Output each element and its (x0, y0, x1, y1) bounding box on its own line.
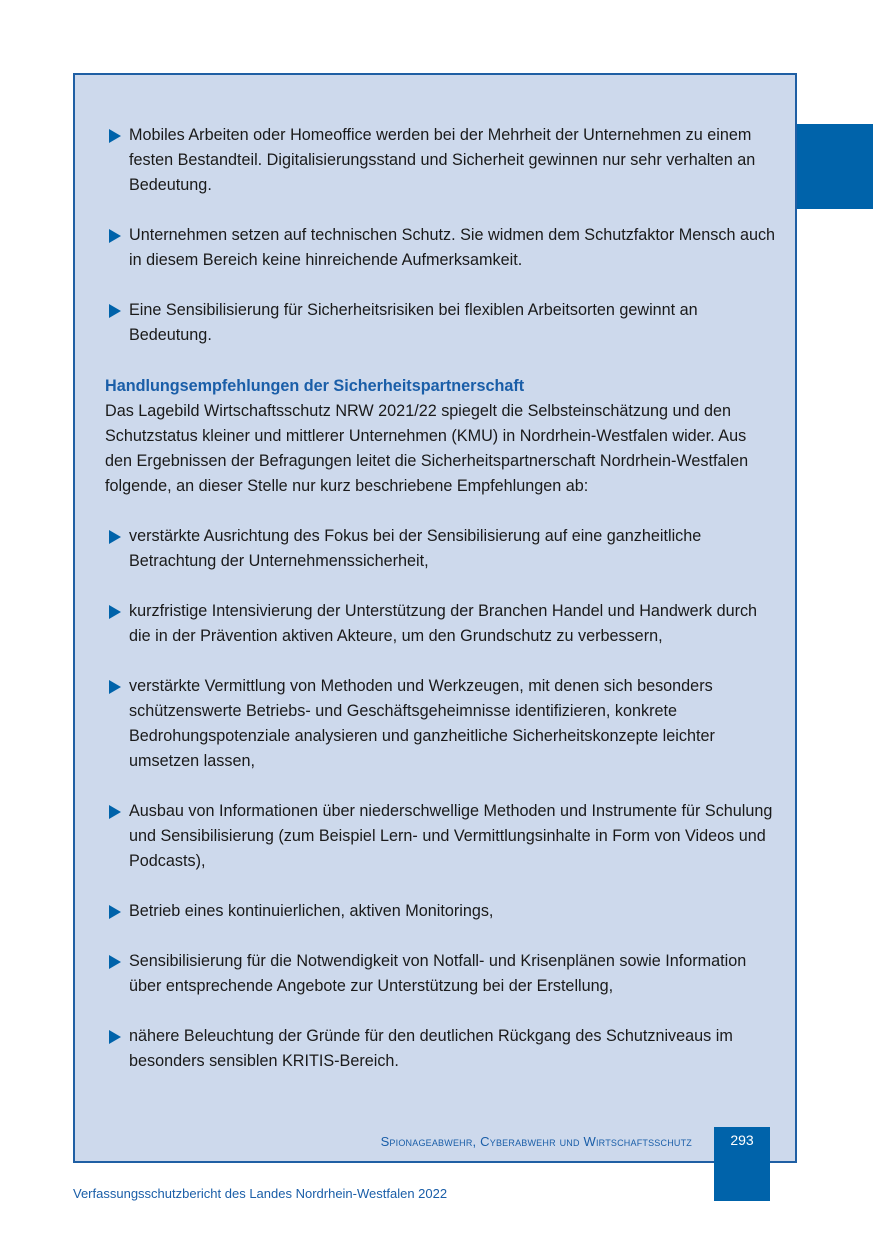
triangle-right-icon (109, 680, 121, 694)
section-heading: Handlungsempfehlungen der Sicherheitspartnerschaft (105, 377, 525, 395)
bullet-item: verstärkte Vermittlung von Methoden und Werkzeugen, mit denen sich besonders schützenswerte Betriebs- und Geschäftsgeheimnisse identifizieren, konkrete Bedrohungspotenziale analysieren und ganzheitliche Sicherheitskonzepte leichter umsetzen lassen, (105, 674, 777, 774)
info-box (73, 73, 797, 1163)
triangle-right-icon (109, 955, 121, 969)
bullet-item: Betrieb eines kontinuierlichen, aktiven Monitorings, (105, 899, 777, 924)
triangle-right-icon (109, 530, 121, 544)
report-name: Verfassungsschutzbericht des Landes Nordrhein-Westfalen 2022 (73, 1186, 448, 1201)
page-number: 293 (714, 1127, 770, 1201)
triangle-right-icon (109, 129, 121, 143)
chapter-title: Spionageabwehr, Cyberabwehr und Wirtschaftsschutz (380, 1134, 692, 1149)
bullet-item: kurzfristige Intensivierung der Unterstützung der Branchen Handel und Handwerk durch die in der Prävention aktiven Akteure, um den Grundschutz zu verbessern, (105, 599, 777, 649)
triangle-right-icon (109, 805, 121, 819)
triangle-right-icon (109, 905, 121, 919)
bullet-item: Eine Sensibilisierung für Sicherheitsrisiken bei flexiblen Arbeitsorten gewinnt an Bedeutung. (105, 298, 777, 348)
triangle-right-icon (109, 1030, 121, 1044)
triangle-right-icon (109, 605, 121, 619)
info-box-content (105, 123, 777, 1099)
bullet-item: Mobiles Arbeiten oder Homeoffice werden bei der Mehrheit der Unternehmen zu einem festen Bestandteil. Digitalisierungsstand und Sicherheit gewinnen nur sehr verhalten an Bedeutung. (105, 123, 777, 198)
triangle-right-icon (109, 229, 121, 243)
side-tab-marker (797, 124, 873, 209)
bullet-item: Unternehmen setzen auf technischen Schutz. Sie widmen dem Schutzfaktor Mensch auch in diesem Bereich keine hinreichende Aufmerksamkeit. (105, 223, 777, 273)
bullet-item: Sensibilisierung für die Notwendigkeit von Notfall- und Krisenplänen sowie Information über entsprechende Angebote zur Unterstützung bei der Erstellung, (105, 949, 777, 999)
section-paragraph: Das Lagebild Wirtschaftsschutz NRW 2021/22 spiegelt die Selbsteinschätzung und den Schutzstatus kleiner und mittlerer Unternehmen (KMU) in Nordrhein-Westfalen wider. Aus den Ergebnissen der Befragungen leitet die Sicherheitspartnerschaft Nordrhein-Westfalen folgende, an dieser Stelle nur kurz beschriebene Empfehlungen ab: (105, 402, 749, 495)
bullet-item: verstärkte Ausrichtung des Fokus bei der Sensibilisierung auf eine ganzheitliche Betrachtung der Unternehmenssicherheit, (105, 524, 777, 574)
triangle-right-icon (109, 304, 121, 318)
bullet-item: Ausbau von Informationen über niederschwellige Methoden und Instrumente für Schulung und Sensibilisierung (zum Beispiel Lern- und Vermittlungsinhalte in Form von Videos und Podcasts), (105, 799, 777, 874)
bullet-item: nähere Beleuchtung der Gründe für den deutlichen Rückgang des Schutzniveaus im besonders sensiblen KRITIS-Bereich. (105, 1024, 777, 1074)
